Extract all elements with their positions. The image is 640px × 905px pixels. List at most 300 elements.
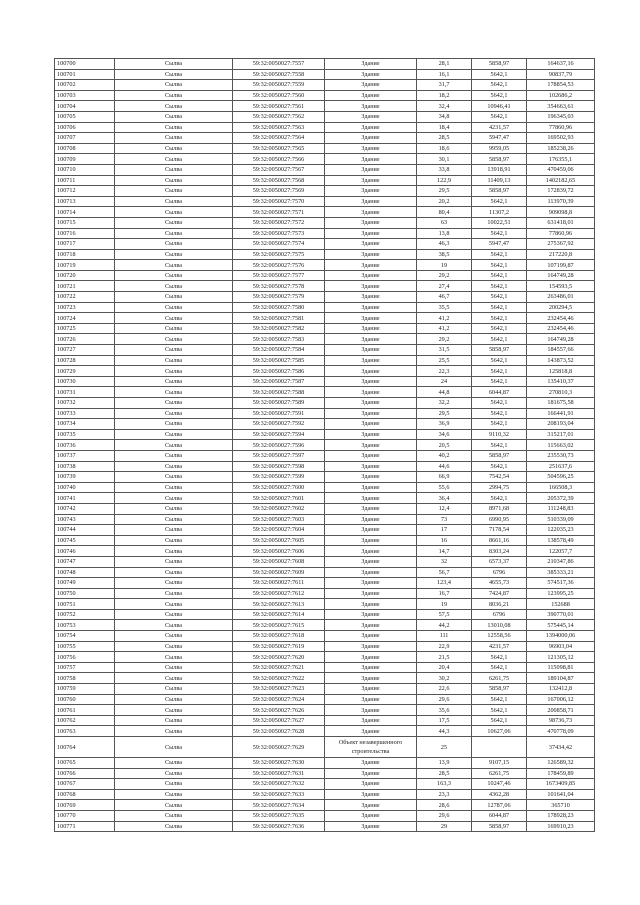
unit-value-cell: 5642,1 (472, 366, 527, 377)
unit-value-cell: 9959,05 (472, 143, 527, 154)
area-cell: 29 (417, 821, 472, 832)
area-cell: 27,4 (417, 281, 472, 292)
area-cell: 63 (417, 217, 472, 228)
table-row (55, 705, 595, 716)
locality-cell: Сылва (115, 779, 233, 790)
area-cell: 46,3 (417, 239, 472, 250)
locality-cell: Сылва (115, 387, 233, 398)
table-row (55, 684, 595, 695)
unit-value-cell: 7424,87 (472, 588, 527, 599)
area-cell: 29,6 (417, 810, 472, 821)
locality-cell: Сылва (115, 292, 233, 303)
cadastral-number-cell: 59:32:0050027:7567 (233, 164, 325, 175)
table-row (55, 726, 595, 737)
cadastral-value-cell: 98736,73 (527, 715, 595, 726)
unit-value-cell: 5642,1 (472, 228, 527, 239)
cadastral-number-cell: 59:32:0050027:7611 (233, 578, 325, 589)
row-id-cell: 100751 (55, 599, 115, 610)
cadastral-number-cell: 59:32:0050027:7630 (233, 758, 325, 769)
unit-value-cell: 5642,1 (472, 493, 527, 504)
row-id-cell: 100716 (55, 228, 115, 239)
row-id-cell: 100743 (55, 514, 115, 525)
area-cell: 56,7 (417, 567, 472, 578)
unit-value-cell: 6261,75 (472, 768, 527, 779)
unit-value-cell: 5642,1 (472, 313, 527, 324)
area-cell: 44,3 (417, 726, 472, 737)
object-type-cell: Здание (325, 90, 417, 101)
cadastral-number-cell: 59:32:0050027:7565 (233, 143, 325, 154)
cadastral-value-cell: 166441,91 (527, 408, 595, 419)
row-id-cell: 100735 (55, 429, 115, 440)
row-id-cell: 100756 (55, 652, 115, 663)
cadastral-value-cell: 263486,01 (527, 292, 595, 303)
unit-value-cell: 5642,1 (472, 334, 527, 345)
locality-cell: Сылва (115, 281, 233, 292)
cadastral-number-cell: 59:32:0050027:7624 (233, 694, 325, 705)
locality-cell: Сылва (115, 207, 233, 218)
table-row (55, 429, 595, 440)
row-id-cell: 100729 (55, 366, 115, 377)
cadastral-number-cell: 59:32:0050027:7598 (233, 461, 325, 472)
cadastral-value-cell: 90837,79 (527, 69, 595, 80)
unit-value-cell: 12787,06 (472, 800, 527, 811)
table-row (55, 69, 595, 80)
unit-value-cell: 4231,57 (472, 122, 527, 133)
row-id-cell: 100726 (55, 334, 115, 345)
row-id-cell: 100718 (55, 249, 115, 260)
row-id-cell: 100721 (55, 281, 115, 292)
table-row (55, 186, 595, 197)
area-cell: 163,3 (417, 779, 472, 790)
unit-value-cell: 5858,97 (472, 59, 527, 70)
locality-cell: Сылва (115, 641, 233, 652)
table-row (55, 514, 595, 525)
area-cell: 13,9 (417, 758, 472, 769)
row-id-cell: 100712 (55, 186, 115, 197)
area-cell: 16 (417, 535, 472, 546)
table-row (55, 419, 595, 430)
unit-value-cell: 8971,68 (472, 503, 527, 514)
table-row (55, 345, 595, 356)
cadastral-value-table (54, 58, 595, 832)
locality-cell: Сылва (115, 673, 233, 684)
table-row (55, 493, 595, 504)
unit-value-cell: 5642,1 (472, 196, 527, 207)
table-row (55, 355, 595, 366)
object-type-cell: Здание (325, 239, 417, 250)
table-row (55, 810, 595, 821)
locality-cell: Сылва (115, 737, 233, 758)
locality-cell: Сылва (115, 376, 233, 387)
cadastral-value-cell: 510339,09 (527, 514, 595, 525)
cadastral-number-cell: 59:32:0050027:7626 (233, 705, 325, 716)
row-id-cell: 100717 (55, 239, 115, 250)
cadastral-value-cell: 37434,42 (527, 737, 595, 758)
row-id-cell: 100760 (55, 694, 115, 705)
row-id-cell: 100745 (55, 535, 115, 546)
cadastral-value-cell: 169502,93 (527, 133, 595, 144)
cadastral-value-cell: 122035,23 (527, 525, 595, 536)
table-row (55, 408, 595, 419)
locality-cell: Сылва (115, 461, 233, 472)
object-type-cell: Здание (325, 186, 417, 197)
cadastral-value-cell: 135410,37 (527, 376, 595, 387)
locality-cell: Сылва (115, 228, 233, 239)
object-type-cell: Здание (325, 366, 417, 377)
row-id-cell: 100700 (55, 59, 115, 70)
row-id-cell: 100713 (55, 196, 115, 207)
row-id-cell: 100708 (55, 143, 115, 154)
cadastral-number-cell: 59:32:0050027:7560 (233, 90, 325, 101)
area-cell: 18,4 (417, 122, 472, 133)
cadastral-number-cell: 59:32:0050027:7574 (233, 239, 325, 250)
unit-value-cell: 5642,1 (472, 323, 527, 334)
unit-value-cell: 6796 (472, 609, 527, 620)
table-row (55, 779, 595, 790)
cadastral-number-cell: 59:32:0050027:7588 (233, 387, 325, 398)
object-type-cell: Здание (325, 578, 417, 589)
locality-cell: Сылва (115, 609, 233, 620)
row-id-cell: 100705 (55, 111, 115, 122)
locality-cell: Сылва (115, 694, 233, 705)
row-id-cell: 100739 (55, 472, 115, 483)
object-type-cell: Здание (325, 292, 417, 303)
locality-cell: Сылва (115, 472, 233, 483)
table-row (55, 641, 595, 652)
cadastral-number-cell: 59:32:0050027:7632 (233, 779, 325, 790)
unit-value-cell: 5642,1 (472, 80, 527, 91)
row-id-cell: 100748 (55, 567, 115, 578)
locality-cell: Сылва (115, 684, 233, 695)
cadastral-number-cell: 59:32:0050027:7597 (233, 450, 325, 461)
cadastral-number-cell: 59:32:0050027:7558 (233, 69, 325, 80)
cadastral-number-cell: 59:32:0050027:7573 (233, 228, 325, 239)
locality-cell: Сылва (115, 503, 233, 514)
locality-cell: Сылва (115, 429, 233, 440)
cadastral-value-cell: 77860,96 (527, 122, 595, 133)
row-id-cell: 100754 (55, 631, 115, 642)
cadastral-number-cell: 59:32:0050027:7581 (233, 313, 325, 324)
unit-value-cell: 5642,1 (472, 694, 527, 705)
area-cell: 12,4 (417, 503, 472, 514)
object-type-cell: Здание (325, 323, 417, 334)
table-row (55, 143, 595, 154)
area-cell: 30,1 (417, 154, 472, 165)
object-type-cell: Здание (325, 270, 417, 281)
row-id-cell: 100768 (55, 789, 115, 800)
unit-value-cell: 5642,1 (472, 90, 527, 101)
locality-cell: Сылва (115, 175, 233, 186)
object-type-cell: Здание (325, 800, 417, 811)
row-id-cell: 100757 (55, 662, 115, 673)
object-type-cell: Здание (325, 758, 417, 769)
locality-cell: Сылва (115, 556, 233, 567)
table-row (55, 249, 595, 260)
table-row (55, 588, 595, 599)
unit-value-cell: 10247,46 (472, 779, 527, 790)
cadastral-number-cell: 59:32:0050027:7568 (233, 175, 325, 186)
area-cell: 25,5 (417, 355, 472, 366)
row-id-cell: 100731 (55, 387, 115, 398)
cadastral-value-cell: 172839,72 (527, 186, 595, 197)
locality-cell: Сылва (115, 821, 233, 832)
cadastral-value-cell: 101641,04 (527, 789, 595, 800)
unit-value-cell: 11409,13 (472, 175, 527, 186)
unit-value-cell: 5858,97 (472, 450, 527, 461)
object-type-cell: Здание (325, 376, 417, 387)
cadastral-number-cell: 59:32:0050027:7576 (233, 260, 325, 271)
cadastral-number-cell: 59:32:0050027:7579 (233, 292, 325, 303)
unit-value-cell: 5642,1 (472, 419, 527, 430)
row-id-cell: 100755 (55, 641, 115, 652)
cadastral-number-cell: 59:32:0050027:7589 (233, 398, 325, 409)
cadastral-number-cell: 59:32:0050027:7584 (233, 345, 325, 356)
row-id-cell: 100723 (55, 302, 115, 313)
cadastral-number-cell: 59:32:0050027:7614 (233, 609, 325, 620)
cadastral-value-cell: 1402182,65 (527, 175, 595, 186)
cadastral-number-cell: 59:32:0050027:7602 (233, 503, 325, 514)
locality-cell: Сылва (115, 419, 233, 430)
cadastral-value-cell: 385333,21 (527, 567, 595, 578)
area-cell: 34,6 (417, 429, 472, 440)
unit-value-cell: 8661,16 (472, 535, 527, 546)
row-id-cell: 100744 (55, 525, 115, 536)
row-id-cell: 100711 (55, 175, 115, 186)
object-type-cell: Здание (325, 535, 417, 546)
row-id-cell: 100758 (55, 673, 115, 684)
locality-cell: Сылва (115, 90, 233, 101)
table-row (55, 789, 595, 800)
locality-cell: Сылва (115, 440, 233, 451)
unit-value-cell: 9110,32 (472, 429, 527, 440)
row-id-cell: 100740 (55, 482, 115, 493)
unit-value-cell: 5947,47 (472, 133, 527, 144)
unit-value-cell: 10946,41 (472, 101, 527, 112)
object-type-cell: Здание (325, 525, 417, 536)
locality-cell: Сылва (115, 154, 233, 165)
object-type-cell: Здание (325, 217, 417, 228)
table-row (55, 673, 595, 684)
table-row (55, 260, 595, 271)
table-row (55, 270, 595, 281)
cadastral-number-cell: 59:32:0050027:7627 (233, 715, 325, 726)
area-cell: 14,7 (417, 546, 472, 557)
table-row (55, 398, 595, 409)
table-row (55, 122, 595, 133)
cadastral-number-cell: 59:32:0050027:7621 (233, 662, 325, 673)
table-row (55, 567, 595, 578)
locality-cell: Сылва (115, 59, 233, 70)
table-row (55, 387, 595, 398)
table-row (55, 164, 595, 175)
area-cell: 19 (417, 260, 472, 271)
cadastral-value-cell: 504596,25 (527, 472, 595, 483)
area-cell: 36,9 (417, 419, 472, 430)
row-id-cell: 100701 (55, 69, 115, 80)
area-cell: 22,6 (417, 684, 472, 695)
object-type-cell: Здание (325, 207, 417, 218)
cadastral-value-cell: 77860,96 (527, 228, 595, 239)
unit-value-cell: 9107,15 (472, 758, 527, 769)
row-id-cell: 100762 (55, 715, 115, 726)
locality-cell: Сылва (115, 450, 233, 461)
area-cell: 20,5 (417, 440, 472, 451)
locality-cell: Сылва (115, 164, 233, 175)
locality-cell: Сылва (115, 69, 233, 80)
area-cell: 29,5 (417, 408, 472, 419)
cadastral-value-cell: 185238,26 (527, 143, 595, 154)
locality-cell: Сылва (115, 186, 233, 197)
locality-cell: Сылва (115, 408, 233, 419)
cadastral-value-cell: 200294,5 (527, 302, 595, 313)
unit-value-cell: 5858,97 (472, 684, 527, 695)
object-type-cell: Здание (325, 143, 417, 154)
object-type-cell: Здание (325, 122, 417, 133)
cadastral-value-cell: 138578,49 (527, 535, 595, 546)
area-cell: 22,9 (417, 641, 472, 652)
cadastral-number-cell: 59:32:0050027:7570 (233, 196, 325, 207)
unit-value-cell: 4231,57 (472, 641, 527, 652)
area-cell: 80,4 (417, 207, 472, 218)
table-row (55, 578, 595, 589)
cadastral-number-cell: 59:32:0050027:7586 (233, 366, 325, 377)
cadastral-value-cell: 251637,6 (527, 461, 595, 472)
table-row (55, 556, 595, 567)
unit-value-cell: 8036,21 (472, 599, 527, 610)
cadastral-number-cell: 59:32:0050027:7629 (233, 737, 325, 758)
area-cell: 28,5 (417, 133, 472, 144)
table-row (55, 217, 595, 228)
cadastral-value-cell: 123995,25 (527, 588, 595, 599)
cadastral-value-cell: 143873,52 (527, 355, 595, 366)
object-type-cell: Здание (325, 302, 417, 313)
row-id-cell: 100769 (55, 800, 115, 811)
object-type-cell: Здание (325, 419, 417, 430)
cadastral-number-cell: 59:32:0050027:7620 (233, 652, 325, 663)
object-type-cell: Здание (325, 133, 417, 144)
locality-cell: Сылва (115, 345, 233, 356)
object-type-cell: Здание (325, 164, 417, 175)
unit-value-cell: 5642,1 (472, 355, 527, 366)
unit-value-cell: 5642,1 (472, 69, 527, 80)
locality-cell: Сылва (115, 726, 233, 737)
cadastral-value-cell: 113970,39 (527, 196, 595, 207)
locality-cell: Сылва (115, 588, 233, 599)
area-cell: 38,5 (417, 249, 472, 260)
unit-value-cell: 6573,37 (472, 556, 527, 567)
unit-value-cell: 5642,1 (472, 408, 527, 419)
cadastral-value-cell: 107199,87 (527, 260, 595, 271)
locality-cell: Сылва (115, 133, 233, 144)
table-row (55, 609, 595, 620)
row-id-cell: 100719 (55, 260, 115, 271)
cadastral-value-cell: 232454,46 (527, 323, 595, 334)
locality-cell: Сылва (115, 196, 233, 207)
unit-value-cell: 7542,54 (472, 472, 527, 483)
locality-cell: Сылва (115, 334, 233, 345)
locality-cell: Сылва (115, 715, 233, 726)
cadastral-value-cell: 132412,8 (527, 684, 595, 695)
cadastral-value-cell: 365710 (527, 800, 595, 811)
object-type-cell: Здание (325, 789, 417, 800)
row-id-cell: 100709 (55, 154, 115, 165)
object-type-cell: Здание (325, 684, 417, 695)
row-id-cell: 100725 (55, 323, 115, 334)
row-id-cell: 100737 (55, 450, 115, 461)
locality-cell: Сылва (115, 366, 233, 377)
object-type-cell: Здание (325, 281, 417, 292)
locality-cell: Сылва (115, 535, 233, 546)
object-type-cell: Здание (325, 609, 417, 620)
object-type-cell: Здание (325, 429, 417, 440)
row-id-cell: 100724 (55, 313, 115, 324)
object-type-cell: Здание (325, 154, 417, 165)
locality-cell: Сылва (115, 111, 233, 122)
object-type-cell: Здание (325, 355, 417, 366)
cadastral-value-cell: 235530,73 (527, 450, 595, 461)
object-type-cell: Здание (325, 514, 417, 525)
cadastral-value-cell: 275367,92 (527, 239, 595, 250)
row-id-cell: 100746 (55, 546, 115, 557)
row-id-cell: 100764 (55, 737, 115, 758)
unit-value-cell: 5642,1 (472, 440, 527, 451)
table-row (55, 207, 595, 218)
cadastral-number-cell: 59:32:0050027:7601 (233, 493, 325, 504)
unit-value-cell: 11307,2 (472, 207, 527, 218)
row-id-cell: 100706 (55, 122, 115, 133)
unit-value-cell: 5642,1 (472, 461, 527, 472)
table-row (55, 133, 595, 144)
table-row (55, 821, 595, 832)
area-cell: 18,6 (417, 143, 472, 154)
cadastral-value-cell: 167006,12 (527, 694, 595, 705)
object-type-cell: Здание (325, 228, 417, 239)
area-cell: 22,3 (417, 366, 472, 377)
row-id-cell: 100703 (55, 90, 115, 101)
area-cell: 55,6 (417, 482, 472, 493)
object-type-cell: Здание (325, 694, 417, 705)
object-type-cell: Здание (325, 546, 417, 557)
cadastral-value-cell: 574517,36 (527, 578, 595, 589)
object-type-cell: Здание (325, 80, 417, 91)
cadastral-number-cell: 59:32:0050027:7628 (233, 726, 325, 737)
table-body (55, 59, 595, 832)
area-cell: 23,3 (417, 789, 472, 800)
locality-cell: Сылва (115, 217, 233, 228)
area-cell: 32,2 (417, 398, 472, 409)
cadastral-value-cell: 181675,58 (527, 398, 595, 409)
area-cell: 21,5 (417, 652, 472, 663)
object-type-cell: Здание (325, 450, 417, 461)
table-row (55, 281, 595, 292)
unit-value-cell: 6044,87 (472, 387, 527, 398)
area-cell: 17 (417, 525, 472, 536)
table-row (55, 366, 595, 377)
cadastral-value-cell: 152688 (527, 599, 595, 610)
table-row (55, 800, 595, 811)
area-cell: 123,4 (417, 578, 472, 589)
area-cell: 30,2 (417, 673, 472, 684)
row-id-cell: 100750 (55, 588, 115, 599)
object-type-cell: Здание (325, 313, 417, 324)
area-cell: 16,7 (417, 588, 472, 599)
locality-cell: Сылва (115, 599, 233, 610)
table-row (55, 620, 595, 631)
object-type-cell: Здание (325, 588, 417, 599)
table-row (55, 546, 595, 557)
cadastral-number-cell: 59:32:0050027:7634 (233, 800, 325, 811)
cadastral-value-cell: 189104,87 (527, 673, 595, 684)
